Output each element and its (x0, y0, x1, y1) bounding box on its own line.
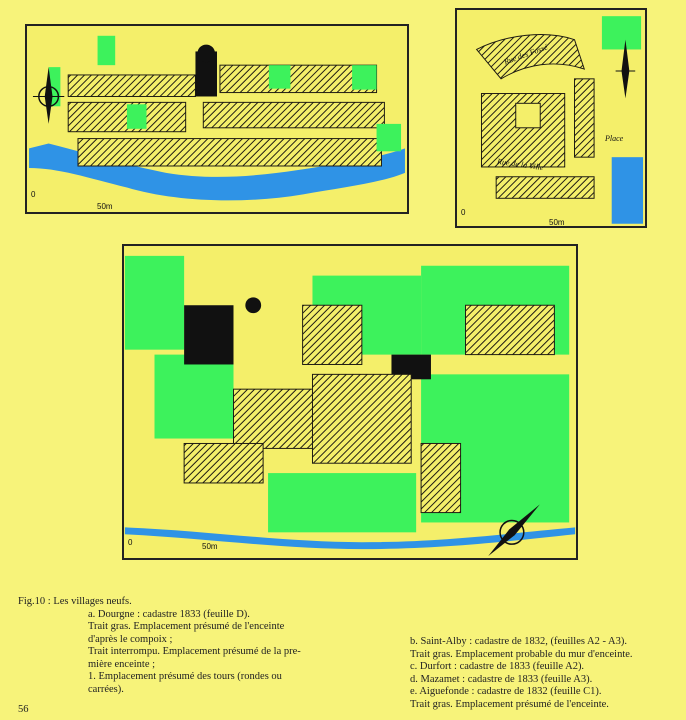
map-durfort-drawing (124, 246, 576, 558)
caption-line: 1. Emplacement présumé des tours (rondes ou (88, 671, 282, 682)
map-durfort (122, 244, 578, 560)
caption-left (18, 596, 338, 696)
caption-line: Trait gras. Emplacement présumé de l'enceinte. (410, 698, 609, 710)
scale-zero: 0 (128, 538, 133, 547)
scale-label: 50m (202, 542, 218, 551)
caption-line: b. Saint-Alby : cadastre de 1832, (feuilles A2 - A3). (410, 636, 627, 647)
caption-line: d'après le compoix ; (88, 633, 173, 645)
caption-line: d. Mazamet : cadastre de 1833 (feuille A3). (410, 673, 593, 685)
caption-line: mière enceinte ; (88, 658, 156, 670)
page-number: 56 (18, 704, 29, 715)
map-dourgne (25, 24, 409, 214)
caption-line: Trait gras. Emplacement probable du mur d'enceinte. (410, 648, 633, 660)
place-label: Place (605, 134, 624, 143)
figure-title-line (18, 596, 338, 609)
street-label-ville: Rue de la Ville (496, 156, 545, 173)
scale-label: 50m (97, 202, 113, 211)
map-saint-alby (455, 8, 647, 228)
figure-title: Les villages neufs. (53, 596, 132, 607)
street-label-fosse: Rue des Fossé (502, 42, 549, 67)
caption-line: c. Durfort : cadastre de 1833 (feuille A2). (410, 661, 585, 672)
figure-label: Fig.10 : (18, 596, 51, 607)
caption-line: carrées). (88, 683, 124, 695)
caption-right (410, 636, 680, 711)
caption-line: a. Dourgne : cadastre 1833 (feuille D). (88, 608, 250, 620)
map-saint-alby-drawing (457, 10, 645, 226)
map-dourgne-drawing (27, 26, 407, 212)
scale-zero: 0 (31, 190, 36, 199)
caption-line: Trait gras. Emplacement présumé de l'enceinte (88, 621, 285, 632)
scale-label: 50m (549, 218, 565, 227)
scale-zero: 0 (461, 208, 466, 217)
caption-line: Trait interrompu. Emplacement présumé de la pre- (88, 646, 301, 657)
caption-line: e. Aiguefonde : cadastre de 1832 (feuille C1). (410, 686, 602, 697)
